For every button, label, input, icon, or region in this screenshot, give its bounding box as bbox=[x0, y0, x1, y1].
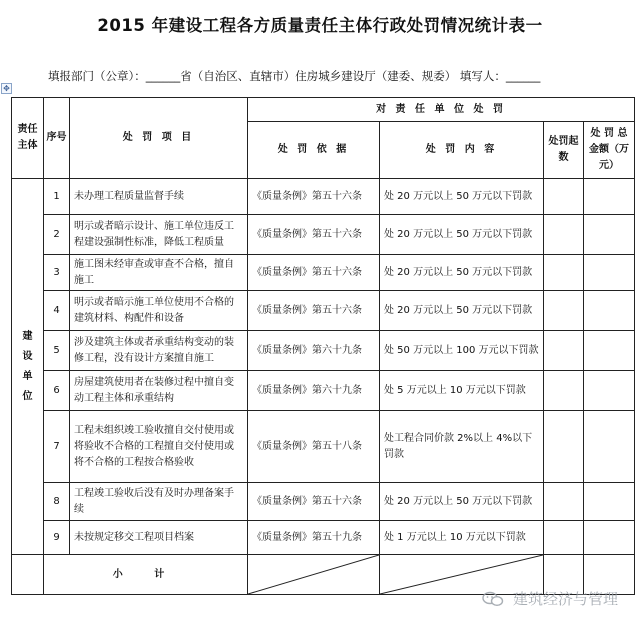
item-cell: 房屋建筑使用者在装修过程中擅自变动工程主体和承重结构 bbox=[70, 371, 248, 411]
header-group: 对 责 任 单 位 处 罚 bbox=[248, 98, 635, 122]
table-row bbox=[12, 255, 635, 291]
start-count-cell[interactable] bbox=[544, 291, 584, 331]
basis-cell: 《质量条例》第五十九条 bbox=[248, 521, 380, 555]
basis-cell: 《质量条例》第五十六条 bbox=[248, 291, 380, 331]
page-title: 2015 年建设工程各方质量责任主体行政处罚情况统计表一 bbox=[97, 16, 543, 35]
total-amount-cell[interactable] bbox=[584, 483, 635, 521]
table-row bbox=[12, 215, 635, 255]
item-cell: 明示或者暗示施工单位使用不合格的建筑材料、构配件和设备 bbox=[70, 291, 248, 331]
header-start: 处罚起数 bbox=[544, 122, 584, 179]
total-amount-cell[interactable] bbox=[584, 411, 635, 483]
content-cell: 处 20 万元以上 50 万元以下罚款 bbox=[380, 291, 544, 331]
total-amount-cell[interactable] bbox=[584, 521, 635, 555]
item-cell: 施工图未经审查或审查不合格，擅自施工 bbox=[70, 255, 248, 291]
report-fill-line: 填报部门（公章）：______省（自治区、直辖市）住房城乡建设厅（建委、规委） 填写人：______ bbox=[48, 69, 541, 83]
subject-cell bbox=[12, 179, 44, 555]
subject-char: 建 bbox=[22, 330, 33, 342]
seq-cell: 4 bbox=[44, 291, 70, 331]
content-cell: 处 20 万元以上 50 万元以下罚款 bbox=[380, 179, 544, 215]
start-count-cell[interactable] bbox=[544, 179, 584, 215]
content-cell: 处 20 万元以上 50 万元以下罚款 bbox=[380, 215, 544, 255]
move-handle-icon[interactable]: ✥ bbox=[1, 83, 12, 94]
content-cell: 处 5 万元以上 10 万元以下罚款 bbox=[380, 371, 544, 411]
start-count-cell[interactable] bbox=[544, 331, 584, 371]
content-cell: 处 20 万元以上 50 万元以下罚款 bbox=[380, 255, 544, 291]
start-count-cell[interactable] bbox=[544, 255, 584, 291]
basis-cell: 《质量条例》第六十九条 bbox=[248, 371, 380, 411]
basis-cell: 《质量条例》第五十六条 bbox=[248, 179, 380, 215]
item-cell: 未办理工程质量监督手续 bbox=[70, 179, 248, 215]
table-body bbox=[12, 179, 635, 555]
table-row bbox=[12, 411, 635, 483]
start-count-cell[interactable] bbox=[544, 521, 584, 555]
seq-cell: 7 bbox=[44, 411, 70, 483]
header-seq: 序号 bbox=[44, 98, 70, 179]
table-row bbox=[12, 291, 635, 331]
item-cell: 工程竣工验收后没有及时办理备案手续 bbox=[70, 483, 248, 521]
basis-cell: 《质量条例》第五十六条 bbox=[248, 255, 380, 291]
watermark bbox=[482, 588, 618, 609]
total-amount-cell[interactable] bbox=[584, 371, 635, 411]
subtotal-basis-diagonal bbox=[248, 555, 380, 595]
table-row bbox=[12, 521, 635, 555]
start-count-cell[interactable] bbox=[544, 411, 584, 483]
wechat-icon bbox=[482, 591, 504, 607]
content-cell: 处 20 万元以上 50 万元以下罚款 bbox=[380, 483, 544, 521]
basis-cell: 《质量条例》第五十六条 bbox=[248, 483, 380, 521]
seq-cell: 9 bbox=[44, 521, 70, 555]
table-row bbox=[12, 371, 635, 411]
table-row bbox=[12, 483, 635, 521]
subject-char: 位 bbox=[22, 390, 33, 402]
total-amount-cell[interactable] bbox=[584, 215, 635, 255]
seq-cell: 1 bbox=[44, 179, 70, 215]
total-amount-cell[interactable] bbox=[584, 255, 635, 291]
subject-char: 设 bbox=[22, 350, 33, 362]
item-cell: 涉及建筑主体或者承重结构变动的装修工程，没有设计方案擅自施工 bbox=[70, 331, 248, 371]
subject-char: 单 bbox=[22, 370, 33, 382]
basis-cell: 《质量条例》第五十八条 bbox=[248, 411, 380, 483]
watermark-text: 建筑经济与管理 bbox=[512, 590, 618, 608]
header-total: 处 罚 总金额（万元） bbox=[584, 122, 635, 179]
content-cell: 处工程合同价款 2%以上 4%以下罚款 bbox=[380, 411, 544, 483]
seq-cell: 2 bbox=[44, 215, 70, 255]
basis-cell: 《质量条例》第六十九条 bbox=[248, 331, 380, 371]
start-count-cell[interactable] bbox=[544, 215, 584, 255]
seq-cell: 8 bbox=[44, 483, 70, 521]
content-cell: 处 50 万元以上 100 万元以下罚款 bbox=[380, 331, 544, 371]
seq-cell: 6 bbox=[44, 371, 70, 411]
header-row-1 bbox=[12, 98, 635, 122]
content-cell: 处 1 万元以上 10 万元以下罚款 bbox=[380, 521, 544, 555]
total-amount-cell[interactable] bbox=[584, 331, 635, 371]
table-row bbox=[12, 331, 635, 371]
header-item: 处 罚 项 目 bbox=[70, 98, 248, 179]
item-cell: 未按规定移交工程项目档案 bbox=[70, 521, 248, 555]
basis-cell: 《质量条例》第五十六条 bbox=[248, 215, 380, 255]
total-amount-cell[interactable] bbox=[584, 291, 635, 331]
penalty-statistics-table bbox=[11, 97, 635, 595]
header-basis: 处 罚 依 据 bbox=[248, 122, 380, 179]
subtotal-label: 小 计 bbox=[44, 555, 248, 595]
start-count-cell[interactable] bbox=[544, 483, 584, 521]
header-content: 处 罚 内 容 bbox=[380, 122, 544, 179]
start-count-cell[interactable] bbox=[544, 371, 584, 411]
table-row bbox=[12, 179, 635, 215]
seq-cell: 3 bbox=[44, 255, 70, 291]
seq-cell: 5 bbox=[44, 331, 70, 371]
header-subject: 责任主体 bbox=[12, 98, 44, 179]
total-amount-cell[interactable] bbox=[584, 179, 635, 215]
subtotal-blank bbox=[12, 555, 44, 595]
item-cell: 工程未组织竣工验收擅自交付使用或将验收不合格的工程擅自交付使用或将不合格的工程按合格验收 bbox=[70, 411, 248, 483]
item-cell: 明示或者暗示设计、施工单位违反工程建设强制性标准，降低工程质量 bbox=[70, 215, 248, 255]
